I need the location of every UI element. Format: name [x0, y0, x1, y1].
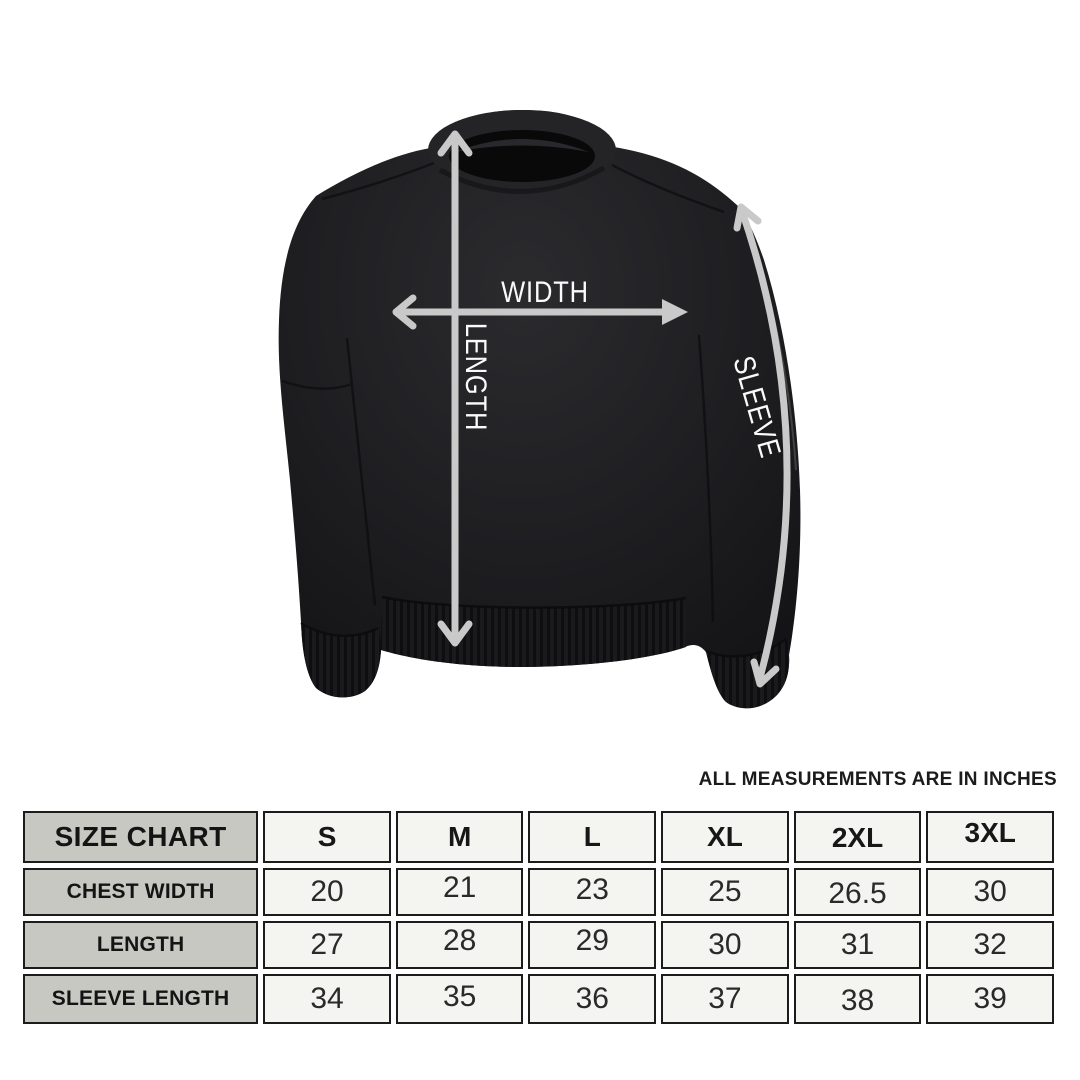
length-label: LENGTH	[459, 322, 493, 432]
column-header-2xl: 2XL	[831, 822, 884, 853]
row-label: LENGTH	[96, 933, 185, 956]
table-cell: 34	[310, 982, 344, 1015]
table-header-row	[23, 811, 1054, 863]
table-cell: 30	[973, 875, 1007, 908]
table-cell: 36	[575, 982, 609, 1015]
sleeve-label: SLEEVE	[726, 352, 788, 462]
table-cell: 37	[708, 982, 742, 1015]
table-cell: 20	[310, 875, 344, 908]
units-note: ALL MEASUREMENTS ARE IN INCHES	[698, 769, 1057, 790]
table-cell: 25	[708, 875, 742, 908]
table-cell: 21	[442, 871, 477, 904]
table-cell: 28	[442, 924, 477, 957]
size-chart-table	[18, 806, 1059, 1029]
sweatshirt-graphic	[279, 110, 801, 708]
table-cell: 38	[840, 984, 875, 1017]
table-cell: 23	[575, 873, 609, 906]
table-row-chest-width	[23, 868, 1054, 916]
row-label: CHEST WIDTH	[66, 880, 215, 903]
table-cell: 32	[973, 928, 1007, 961]
collar-opening	[449, 130, 595, 182]
table-cell: 30	[708, 928, 742, 961]
column-header-xl: XL	[707, 821, 743, 852]
column-header-3xl: 3XL	[964, 817, 1016, 848]
table-row-length	[23, 921, 1054, 969]
column-header-m: M	[448, 821, 472, 852]
column-header-l: L	[583, 821, 601, 852]
column-header-s: S	[317, 821, 337, 852]
table-row-sleeve-length	[23, 974, 1054, 1024]
table-cell: 35	[442, 980, 477, 1013]
row-label: SLEEVE LENGTH	[51, 987, 230, 1010]
width-label: WIDTH	[501, 275, 589, 309]
table-cell: 29	[575, 924, 609, 957]
table-cell: 39	[973, 982, 1007, 1015]
table-cell: 26.5	[828, 877, 887, 910]
size-chart-title: SIZE CHART	[54, 821, 227, 852]
table-cell: 27	[310, 928, 344, 961]
table-cell: 31	[840, 928, 875, 961]
